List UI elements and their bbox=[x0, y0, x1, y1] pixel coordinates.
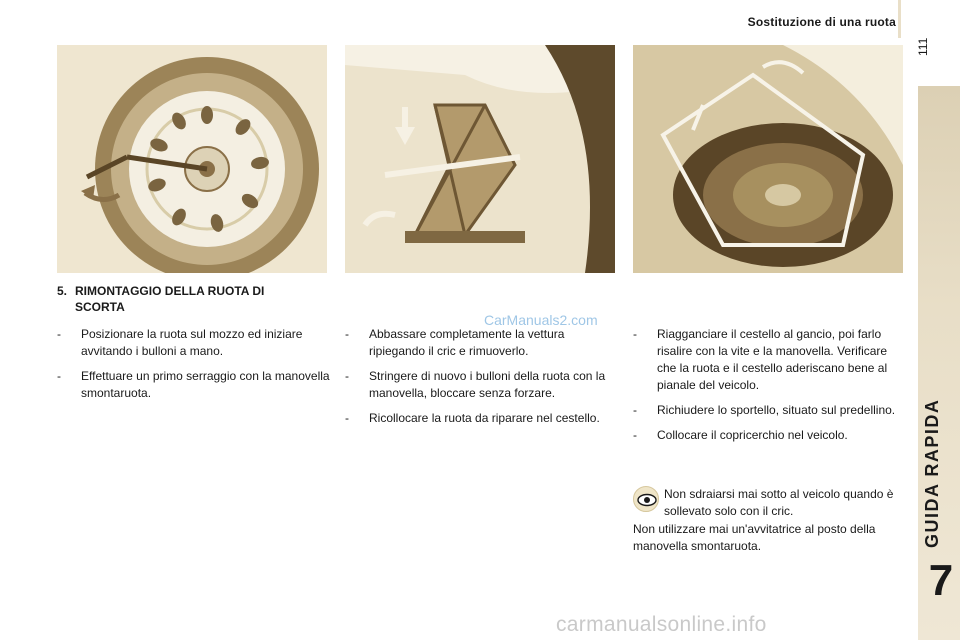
warning-text: Non sdraiarsi mai sotto al veicolo quando è sollevato solo con il cric. bbox=[664, 487, 894, 518]
cradle-photo bbox=[633, 45, 903, 273]
list-item bbox=[633, 402, 903, 419]
bullet-dash: - bbox=[57, 327, 61, 341]
instruction-text: Posizionare la ruota sul mozzo ed iniziare avvitando i bulloni a mano. bbox=[81, 327, 303, 358]
cradle-illustration bbox=[633, 45, 903, 273]
instruction-text: Collocare il copricerchio nel veicolo. bbox=[657, 428, 848, 442]
section-number: 5. bbox=[57, 284, 68, 298]
instruction-text: Abbassare completamente la vettura ripiegando il cric e rimuoverlo. bbox=[369, 327, 565, 358]
bullet-dash: - bbox=[57, 369, 61, 383]
section-title-line2: SCORTA bbox=[75, 300, 125, 314]
chapter-number: 7 bbox=[928, 556, 954, 605]
bullet-dash: - bbox=[633, 327, 637, 341]
bullet-dash: - bbox=[345, 411, 349, 425]
jack-illustration bbox=[345, 45, 615, 273]
bullet-dash: - bbox=[345, 369, 349, 383]
jack-photo bbox=[345, 45, 615, 273]
warning-box bbox=[633, 486, 903, 520]
instruction-text: Richiudere lo sportello, situato sul predellino. bbox=[657, 403, 896, 417]
list-item bbox=[57, 368, 332, 402]
section-heading bbox=[57, 283, 327, 315]
list-item bbox=[57, 326, 332, 360]
page-header-title: Sostituzione di una ruota bbox=[747, 15, 896, 29]
instruction-text: Riagganciare il cestello al gancio, poi farlo risalire con la vite e la manovella. Verificare che la ruota e il cestello aderiscano bene al pianale del veicolo. bbox=[657, 327, 888, 392]
instruction-text: Stringere di nuovo i bulloni della ruota con la manovella, bloccare senza forzare. bbox=[369, 369, 606, 400]
wheel-illustration bbox=[57, 45, 327, 273]
instruction-column-3 bbox=[633, 326, 903, 452]
page-number: 111 bbox=[916, 37, 930, 56]
bullet-dash: - bbox=[345, 327, 349, 341]
bullet-dash: - bbox=[633, 403, 637, 417]
list-item bbox=[345, 326, 620, 360]
list-item bbox=[345, 368, 620, 402]
section-title-line1: RIMONTAGGIO DELLA RUOTA DI bbox=[75, 284, 265, 298]
instruction-text: Effettuare un primo serraggio con la manovella smontaruota. bbox=[81, 369, 330, 400]
instruction-column-1 bbox=[57, 326, 332, 410]
wheel-photo bbox=[57, 45, 327, 273]
bullet-dash: - bbox=[633, 428, 637, 442]
instruction-text: Ricollocare la ruota da riparare nel cestello. bbox=[369, 411, 600, 425]
list-item bbox=[633, 326, 903, 394]
header-divider bbox=[898, 0, 901, 38]
chapter-label: GUIDA RAPIDA bbox=[922, 398, 942, 548]
note-text: Non utilizzare mai un'avvitatrice al posto della manovella smontaruota. bbox=[633, 522, 876, 553]
list-item bbox=[633, 427, 903, 444]
watermark-site: carmanualsonline.info bbox=[556, 613, 767, 636]
list-item bbox=[345, 410, 620, 427]
instruction-column-2 bbox=[345, 326, 620, 435]
eye-icon bbox=[633, 486, 659, 512]
watermark-carmanuals: CarManuals2.com bbox=[484, 312, 598, 328]
